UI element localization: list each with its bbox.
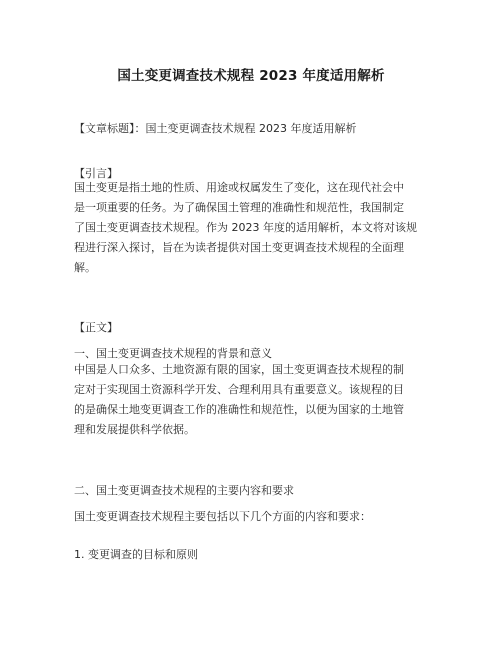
intro-line: 了国土变更调查技术规程。作为 2023 年度的适用解析，本文将对该规 (74, 221, 417, 234)
list-item-1: 1. 变更调查的目标和原则 (74, 548, 198, 561)
intro-heading: 【引言】 (74, 167, 118, 180)
section1-heading: 一、国土变更调查技术规程的背景和意义 (74, 347, 272, 360)
section1-line: 理和发展提供科学依据。 (74, 423, 195, 436)
section1-line: 定对于实现国土资源科学开发、合理利用具有重要意义。该规程的目 (74, 383, 404, 396)
section2-intro: 国土变更调查技术规程主要包括以下几个方面的内容和要求： (74, 510, 371, 523)
intro-paragraph (74, 178, 434, 278)
intro-line: 程进行深入探讨，旨在为读者提供对国土变更调查技术规程的全面理 (74, 241, 404, 254)
intro-line: 是一项重要的任务。为了确保国土管理的准确性和规范性，我国制定 (74, 201, 404, 214)
document-title: 国土变更调查技术规程 2023 年度适用解析 (117, 68, 385, 84)
section2-heading: 二、国土变更调查技术规程的主要内容和要求 (74, 484, 294, 497)
body-heading: 【正文】 (74, 321, 118, 334)
section1-paragraph (74, 360, 434, 440)
section1-line: 中国是人口众多、土地资源有限的国家，国土变更调查技术规程的制 (74, 363, 404, 376)
article-title-line: 【文章标题】：国土变更调查技术规程 2023 年度适用解析 (74, 122, 357, 135)
section1-line: 的是确保土地变更调查工作的准确性和规范性，以便为国家的土地管 (74, 403, 404, 416)
intro-line: 国土变更是指土地的性质、用途或权属发生了变化，这在现代社会中 (74, 181, 404, 194)
intro-line: 解。 (74, 261, 96, 274)
